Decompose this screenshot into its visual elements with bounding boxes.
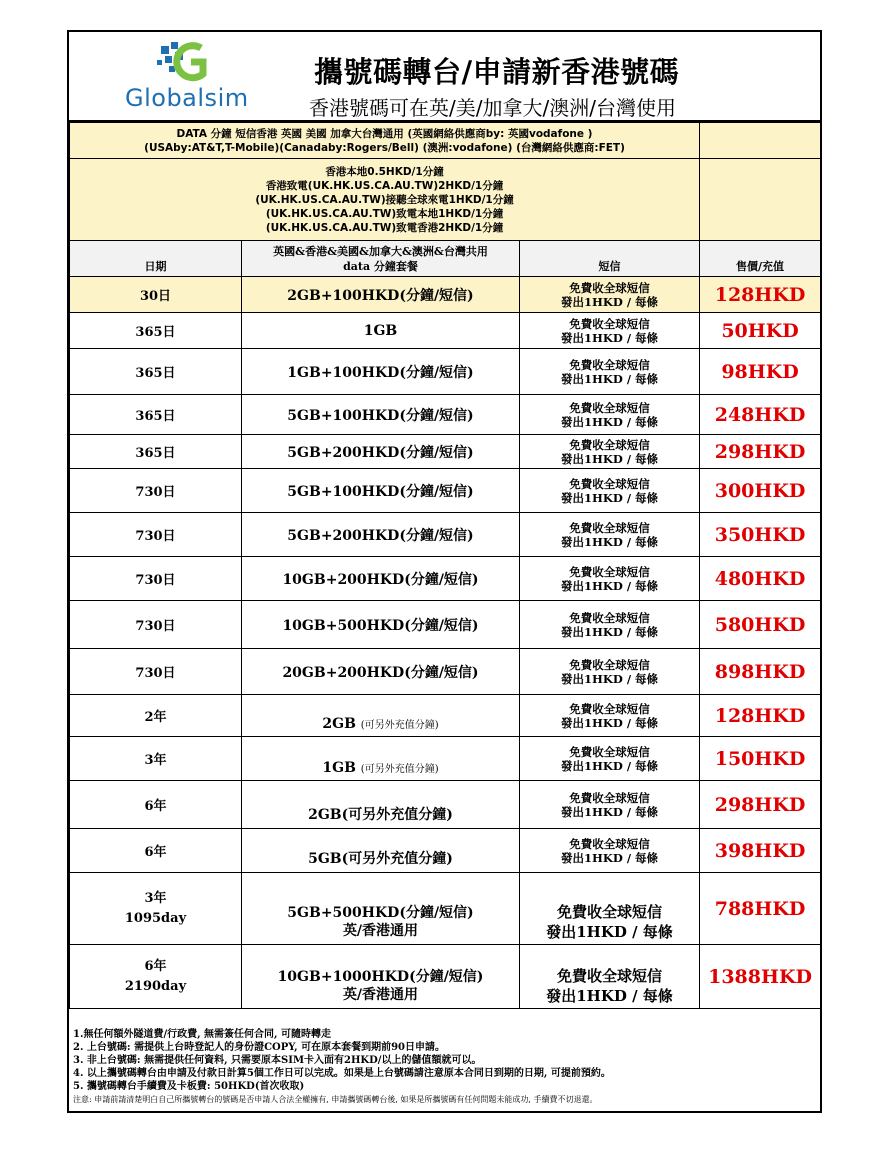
plan-label: 5GB+100HKD(分鐘/短信) <box>287 483 474 500</box>
days-label: 365日 <box>135 366 176 381</box>
sms-cell <box>520 649 700 695</box>
days-label: 6年 <box>144 958 167 974</box>
plan-cell <box>242 695 520 737</box>
sms-send: 發出1HKD / 每條 <box>560 850 659 865</box>
sms-send: 發出1HKD / 每條 <box>560 624 659 639</box>
plan-label: 5GB+200HKD(分鐘/短信) <box>287 444 474 461</box>
note-4: 4. 以上攜號碼轉台由申請及付款日計算5個工作日可以完成。如果是上台號碼請注意原本合同日到期的日期, 可提前預約。 <box>73 1068 611 1079</box>
days-label: 3年 <box>144 753 167 768</box>
sms-send: 發出1HKD / 每條 <box>560 804 659 819</box>
note-2: 2. 上台號碼: 需提供上台時登記人的身份證COPY, 可在原本套餐到期前90日申請。 <box>73 1042 446 1053</box>
sms-send: 發出1HKD / 每條 <box>560 451 659 466</box>
col-sms: 短信 <box>520 241 700 277</box>
sms-receive: 免費收全球短信 <box>557 903 663 921</box>
sms-send: 發出1HKD / 每條 <box>560 490 659 505</box>
sms-receive: 免費收全球短信 <box>569 701 650 716</box>
price-cell: 580HKD <box>700 601 821 649</box>
days-cell <box>70 601 242 649</box>
price-cell: 298HKD <box>700 435 821 469</box>
plan-label: 20GB+200HKD(分鐘/短信) <box>282 664 479 681</box>
days-label: 730日 <box>135 485 176 500</box>
plan-label: 1GB+100HKD(分鐘/短信) <box>287 364 474 381</box>
days-label: 365日 <box>135 325 176 340</box>
days-cell <box>70 349 242 395</box>
days-count: 2190day <box>124 978 187 994</box>
price-cell: 898HKD <box>700 649 821 695</box>
plan-cell <box>242 781 520 829</box>
days-label: 365日 <box>135 446 176 461</box>
col-plan <box>242 241 520 277</box>
page-title: 攜號碼轉台/申請新香港號碼 <box>314 55 680 89</box>
plan-label: 2GB(可另外充值分鐘) <box>308 807 453 823</box>
plan-cell <box>242 435 520 469</box>
price-cell: 300HKD <box>700 469 821 513</box>
days-cell <box>70 313 242 349</box>
plan-label: 1GB <box>322 760 356 776</box>
sms-cell <box>520 435 700 469</box>
sms-send: 發出1HKD / 每條 <box>560 330 659 345</box>
col-plan-line2: data 分鐘套餐 <box>343 259 418 273</box>
rate-line: 香港本地0.5HKD/1分鐘 <box>325 165 444 178</box>
days-label: 6年 <box>144 799 167 814</box>
sms-receive: 免費收全球短信 <box>569 610 650 625</box>
plan-cell <box>242 829 520 873</box>
col-plan-line1: 英國&香港&美國&加拿大&澳洲&台灣共用 <box>273 244 488 258</box>
plan-region: 英/香港通用 <box>342 987 419 1003</box>
days-cell <box>70 395 242 435</box>
plan-row <box>70 781 821 829</box>
sms-receive: 免費收全球短信 <box>569 790 650 805</box>
sms-send: 發出1HKD / 每條 <box>560 371 659 386</box>
sms-receive: 免費收全球短信 <box>569 316 650 331</box>
days-cell <box>70 945 242 1009</box>
days-cell <box>70 781 242 829</box>
sms-cell <box>520 313 700 349</box>
sms-send: 發出1HKD / 每條 <box>546 987 673 1005</box>
globalsim-logo <box>89 36 289 112</box>
plan-cell <box>242 557 520 601</box>
price-cell: 480HKD <box>700 557 821 601</box>
plan-label: 2GB+100HKD(分鐘/短信) <box>287 287 474 304</box>
note-warning: 注意: 申請前請清楚明白自己所攜號轉台的號碼是否申請人合法全權擁有, 申請攜號碼轉台後, 如果是所攜號碼有任何問題未能成功, 手續費不切退還。 <box>73 1095 598 1104</box>
plan-row <box>70 557 821 601</box>
plan-region: 英/香港通用 <box>342 923 419 939</box>
notes <box>69 1022 820 1106</box>
plan-cell <box>242 601 520 649</box>
sms-receive: 免費收全球短信 <box>569 744 650 759</box>
plan-row <box>70 649 821 695</box>
logo-text: Globalsim <box>125 84 249 112</box>
rate-line: (UK.HK.US.CA.AU.TW)致電香港2HKD/1分鐘 <box>265 221 504 234</box>
plan-label: 5GB(可另外充值分鐘) <box>308 851 453 867</box>
days-cell <box>70 737 242 781</box>
plan-label: 5GB+200HKD(分鐘/短信) <box>287 527 474 544</box>
sms-cell <box>520 945 700 1009</box>
rate-line: (UK.HK.US.CA.AU.TW)接聽全球來電1HKD/1分鐘 <box>255 193 514 206</box>
days-label: 730日 <box>135 529 176 544</box>
globe-g-icon <box>89 36 289 86</box>
sms-cell <box>520 395 700 435</box>
price-cell: 1388HKD <box>700 945 821 1009</box>
note-1: 1.無任何額外隧道費/行政費, 無需簽任何合同, 可隨時轉走 <box>73 1029 332 1040</box>
price-cell: 50HKD <box>700 313 821 349</box>
plan-cell <box>242 737 520 781</box>
price-sheet <box>67 30 822 1113</box>
plan-label: 5GB+500HKD(分鐘/短信) <box>287 905 474 921</box>
days-label: 730日 <box>135 619 176 634</box>
plan-row <box>70 695 821 737</box>
column-header-row <box>70 241 821 277</box>
days-cell <box>70 469 242 513</box>
sms-cell <box>520 695 700 737</box>
sms-receive: 免費收全球短信 <box>569 357 650 372</box>
days-cell <box>70 873 242 945</box>
plan-row <box>70 873 821 945</box>
sms-receive: 免費收全球短信 <box>569 836 650 851</box>
page-subtitle: 香港號碼可在英/美/加拿大/澳洲/台灣使用 <box>309 96 676 120</box>
price-cell: 248HKD <box>700 395 821 435</box>
sms-send: 發出1HKD / 每條 <box>560 534 659 549</box>
plan-cell <box>242 945 520 1009</box>
days-cell <box>70 695 242 737</box>
sms-send: 發出1HKD / 每條 <box>560 294 659 309</box>
days-label: 2年 <box>144 710 167 725</box>
sms-send: 發出1HKD / 每條 <box>560 414 659 429</box>
sms-send: 發出1HKD / 每條 <box>560 758 659 773</box>
plan-row <box>70 513 821 557</box>
plan-cell <box>242 395 520 435</box>
plan-row <box>70 349 821 395</box>
rate-line: 香港致電(UK.HK.US.CA.AU.TW)2HKD/1分鐘 <box>265 179 504 192</box>
plan-cell <box>242 349 520 395</box>
price-cell: 128HKD <box>700 277 821 313</box>
info-row <box>70 123 821 159</box>
info-line-2: (USAby:AT&T,T-Mobile)(Canadaby:Rogers/Bell) (澳洲:vodafone) (台灣網絡供應商:FET) <box>144 141 625 154</box>
sms-cell <box>520 737 700 781</box>
plan-row <box>70 945 821 1009</box>
header <box>69 32 820 122</box>
col-days: 日期 <box>70 241 242 277</box>
plan-label: 5GB+100HKD(分鐘/短信) <box>287 407 474 424</box>
days-label: 730日 <box>135 666 176 681</box>
sms-cell <box>520 601 700 649</box>
sms-receive: 免費收全球短信 <box>569 657 650 672</box>
plan-label: 2GB <box>322 716 356 732</box>
price-cell: 398HKD <box>700 829 821 873</box>
rate-line: (UK.HK.US.CA.AU.TW)致電本地1HKD/1分鐘 <box>265 207 504 220</box>
sms-send: 發出1HKD / 每條 <box>560 578 659 593</box>
col-price: 售價/充值 <box>700 241 821 277</box>
days-count: 1095day <box>124 910 187 926</box>
price-cell: 150HKD <box>700 737 821 781</box>
days-label: 30日 <box>139 289 172 304</box>
plan-table <box>69 122 821 1009</box>
sms-send: 發出1HKD / 每條 <box>560 715 659 730</box>
plan-row <box>70 737 821 781</box>
sms-cell <box>520 781 700 829</box>
sms-receive: 免費收全球短信 <box>569 280 650 295</box>
rates-row <box>70 159 821 241</box>
price-cell: 98HKD <box>700 349 821 395</box>
note-3: 3. 非上台號碼: 無需提供任何資料, 只需要原本SIM卡入面有2HKD/以上的儲值額就可以。 <box>73 1055 482 1066</box>
plan-row <box>70 435 821 469</box>
days-cell <box>70 277 242 313</box>
plan-row <box>70 395 821 435</box>
days-label: 3年 <box>144 890 167 906</box>
plan-note: (可另外充值分鐘) <box>360 764 439 775</box>
plan-cell <box>242 873 520 945</box>
days-label: 365日 <box>135 409 176 424</box>
plan-cell <box>242 313 520 349</box>
sms-cell <box>520 557 700 601</box>
sms-receive: 免費收全球短信 <box>569 437 650 452</box>
days-label: 6年 <box>144 845 167 860</box>
days-cell <box>70 435 242 469</box>
plan-label: 10GB+1000HKD(分鐘/短信) <box>277 969 484 985</box>
days-cell <box>70 557 242 601</box>
sms-receive: 免費收全球短信 <box>569 520 650 535</box>
days-cell <box>70 649 242 695</box>
sms-receive: 免費收全球短信 <box>557 967 663 985</box>
price-cell: 788HKD <box>700 873 821 945</box>
price-cell: 298HKD <box>700 781 821 829</box>
plan-cell <box>242 469 520 513</box>
info-line-1: DATA 分鐘 短信香港 英國 美國 加拿大台灣通用 (英國網絡供應商by: 英國vodafone ) <box>176 127 593 140</box>
sms-cell <box>520 349 700 395</box>
sms-cell <box>520 873 700 945</box>
plan-cell <box>242 649 520 695</box>
sms-cell <box>520 513 700 557</box>
sms-send: 發出1HKD / 每條 <box>546 923 673 941</box>
sms-cell <box>520 469 700 513</box>
sms-cell <box>520 829 700 873</box>
plan-row <box>70 277 821 313</box>
plan-note: (可另外充值分鐘) <box>360 720 439 731</box>
plan-row <box>70 469 821 513</box>
plan-row <box>70 829 821 873</box>
sms-receive: 免費收全球短信 <box>569 564 650 579</box>
price-cell: 350HKD <box>700 513 821 557</box>
days-label: 730日 <box>135 573 176 588</box>
plan-label: 10GB+500HKD(分鐘/短信) <box>282 617 479 634</box>
plan-cell <box>242 277 520 313</box>
plan-label: 1GB <box>363 322 398 339</box>
plan-cell <box>242 513 520 557</box>
sms-receive: 免費收全球短信 <box>569 400 650 415</box>
plan-row <box>70 313 821 349</box>
days-cell <box>70 829 242 873</box>
days-cell <box>70 513 242 557</box>
plan-label: 10GB+200HKD(分鐘/短信) <box>282 571 479 588</box>
plan-row <box>70 601 821 649</box>
sms-send: 發出1HKD / 每條 <box>560 671 659 686</box>
sms-cell <box>520 277 700 313</box>
price-cell: 128HKD <box>700 695 821 737</box>
note-5: 5. 攜號碼轉台手續費及卡板費: 50HKD(首次收取) <box>73 1081 305 1092</box>
sms-receive: 免費收全球短信 <box>569 476 650 491</box>
